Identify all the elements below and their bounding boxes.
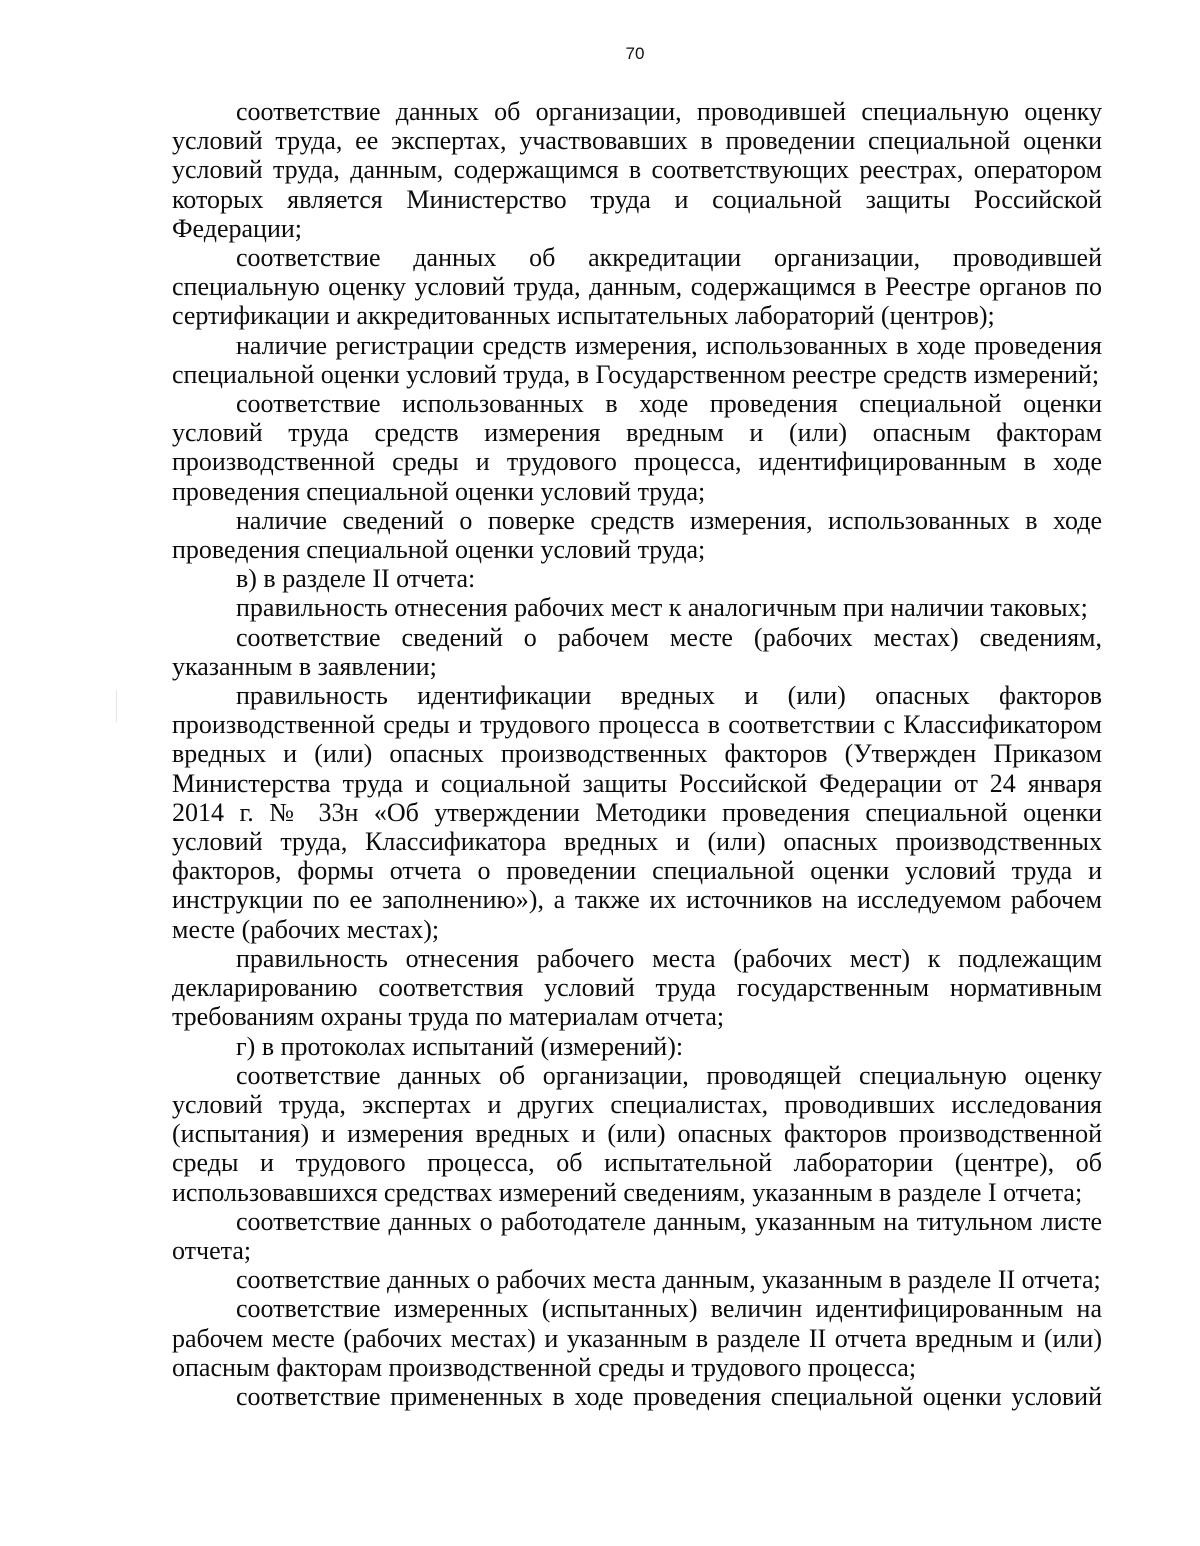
paragraph: соответствие данных об организации, проводящей специальную оценку условий труда, экспертах и других специалистах, проводивших исследования (испытания) и измерения вредных и (или) опасных факторов производственной среды и трудового процесса, об испытательной лаборатории (центре), об использовавшихся средствах измерений сведениям, указанным в разделе I отчета; <box>172 1060 1102 1207</box>
paragraph: соответствие данных об аккредитации организации, проводившей специальную оценку условий труда, данным, содержащимся в Реестре органов по сертификации и аккредитованных испытательных лабораторий (центров); <box>172 243 1102 331</box>
document-body <box>172 97 1102 1411</box>
paragraph: наличие сведений о поверке средств измерения, использованных в ходе проведения специальной оценки условий труда; <box>172 505 1102 565</box>
paragraph: соответствие данных о работодателе данным, указанным на титульном листе отчета; <box>172 1206 1102 1265</box>
paragraph: правильность отнесения рабочих мест к аналогичным при наличии таковых; <box>236 593 1088 623</box>
page-number: 70 <box>625 44 645 63</box>
paragraph: правильность идентификации вредных и (или) опасных факторов производственной среды и трудового процесса в соответствии с Классификатором вредных и (или) опасных производственных факторов (Утвержден Приказом Министерства труда и социальной защиты Российской Федерации от 24 января 2014 г. № 33н «Об утверждении Методики проведения специальной оценки условий труда, Классификатора вредных и (или) опасных производственных факторов, формы отчета о проведении специальной оценки условий труда и инструкции по ее заполнению»), а также их источников на исследуемом рабочем месте (рабочих местах); <box>172 681 1102 944</box>
paragraph: правильность отнесения рабочего места (рабочих мест) к подлежащим декларированию соответствия условий труда государственным нормативным требованиям охраны труда по материалам отчета; <box>172 943 1102 1032</box>
paragraph: соответствие использованных в ходе проведения специальной оценки условий труда средств измерения вредным и (или) опасным факторам производственной среды и трудового процесса, идентифицированным в ходе проведения специальной оценки условий труда; <box>172 389 1102 506</box>
paragraph: соответствие примененных в ходе проведения специальной оценки условий <box>236 1381 1102 1411</box>
paragraph: соответствие данных о рабочих места данным, указанным в разделе II отчета; <box>236 1265 1101 1295</box>
paragraph: соответствие данных об организации, проводившей специальную оценку условий труда, ее экспертах, участвовавших в проведении специальной оценки условий труда, данным, содержащимся в соответствующих реестрах, оператором которых является Министерство труда и социальной защиты Российской Федерации; <box>172 97 1102 243</box>
paragraph: соответствие сведений о рабочем месте (рабочих местах) сведениям, указанным в заявлении; <box>172 622 1102 681</box>
paragraph: наличие регистрации средств измерения, использованных в ходе проведения специальной оценки условий труда, в Государственном реестре средств измерений; <box>172 330 1102 389</box>
list-subheading: г) в протоколах испытаний (измерений): <box>236 1031 684 1061</box>
scan-artifact <box>116 690 117 722</box>
paragraph: соответствие измеренных (испытанных) величин идентифицированным на рабочем месте (рабочих местах) и указанным в разделе II отчета вредным и (или) опасным факторам производственной среды и трудового процесса; <box>172 1294 1102 1382</box>
list-subheading: в) в разделе II отчета: <box>236 564 476 594</box>
